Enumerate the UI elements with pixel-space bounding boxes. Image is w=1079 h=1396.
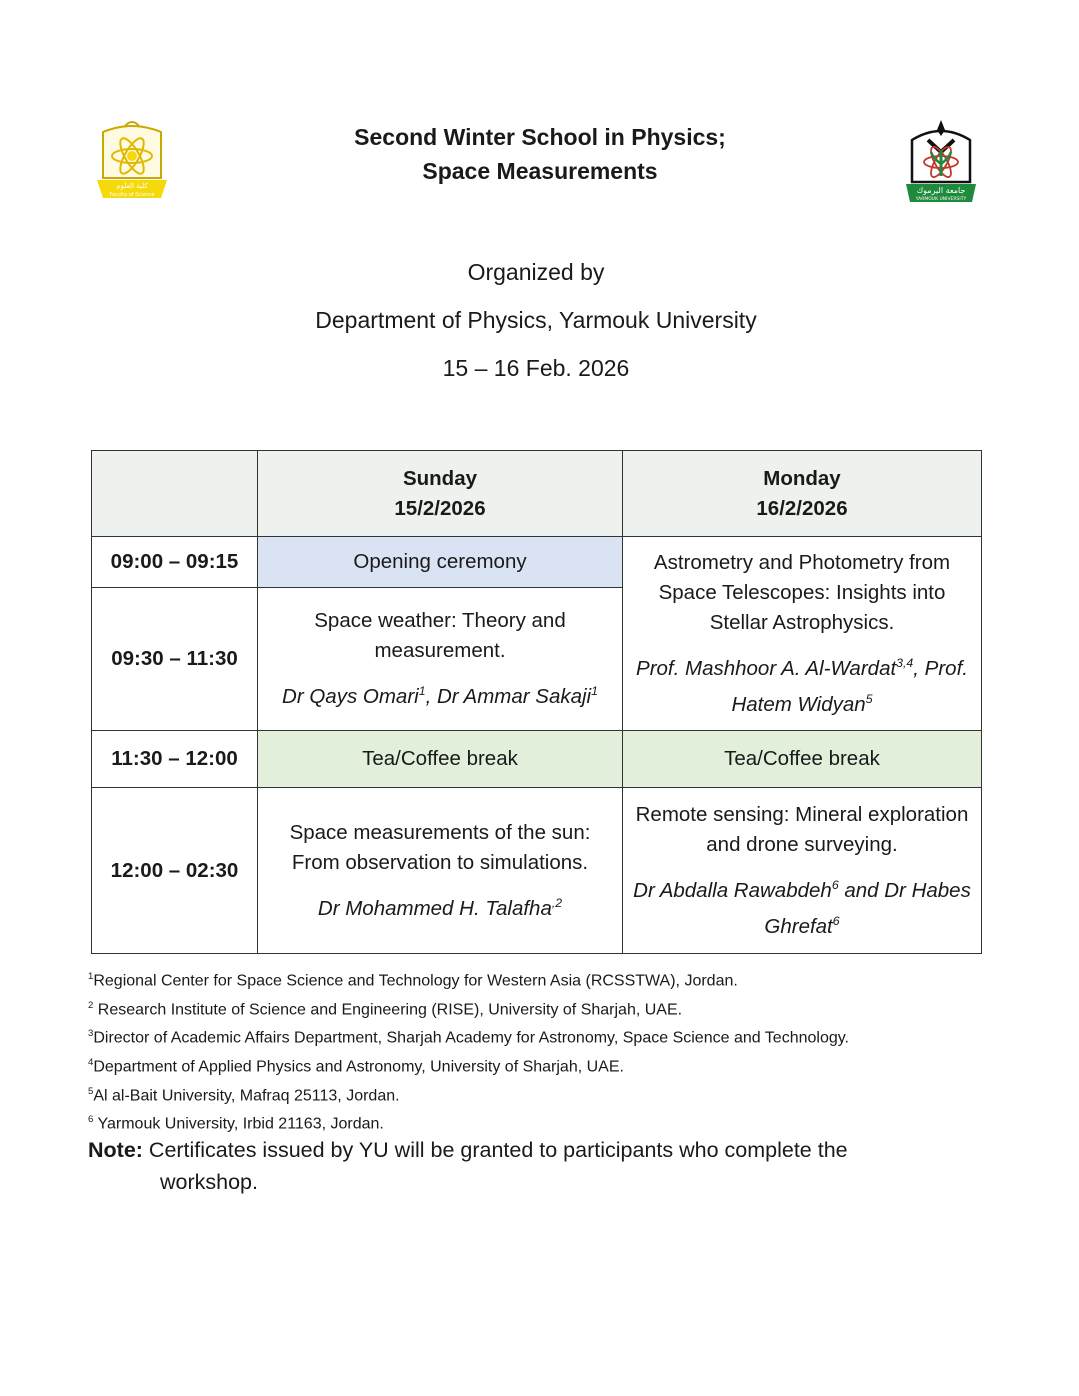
footnote: $^1$Regional Center for Space Science and Technology for Western Asia (RCSSTWA), Jordan. bbox=[88, 971, 738, 990]
time-cell: 09:30 – 11:30 bbox=[92, 588, 258, 731]
sunday-date: 15/2/2026 bbox=[394, 496, 486, 520]
note-text: Certificates issued by YU will be granted to participants who complete the bbox=[142, 1138, 848, 1162]
session-speakers: Dr Qays Omari$^1$, Dr Ammar Sakaji$^1$ bbox=[282, 684, 598, 708]
note-label: Note: bbox=[88, 1138, 143, 1162]
monday-session-1 bbox=[623, 537, 982, 731]
footnotes bbox=[88, 965, 988, 1137]
session-speakers: Dr Abdalla Rawabdeh$^6$ and Dr Habes Ghrefat$^6$ bbox=[633, 877, 971, 938]
organized-by-label: Organized by bbox=[467, 259, 605, 285]
sunday-session-2 bbox=[258, 788, 623, 954]
footnote: $^4$Department of Applied Physics and Astronomy, University of Sharjah, UAE. bbox=[88, 1056, 624, 1076]
sunday-break-cell: Tea/Coffee break bbox=[258, 731, 623, 788]
session-speakers: Dr Mohammed H. Talafha$^{,2}$ bbox=[317, 895, 563, 920]
session-title: Remote sensing: Mineral exploration and drone surveying. bbox=[635, 802, 969, 856]
yarmouk-university-logo bbox=[904, 118, 978, 204]
footnote: $^5$Al al-Bait University, Mafraq 25113, Jordan. bbox=[88, 1085, 400, 1104]
logo-left-text: كلية العلوم bbox=[116, 182, 148, 190]
organizer-block bbox=[140, 248, 932, 392]
time-cell: 11:30 – 12:00 bbox=[92, 731, 258, 788]
event-title-line1: Second Winter School in Physics; bbox=[354, 124, 726, 150]
table-row bbox=[92, 537, 982, 588]
sunday-name: Sunday bbox=[402, 466, 478, 490]
opening-ceremony-cell: Opening ceremony bbox=[258, 537, 623, 588]
time-cell: 09:00 – 09:15 bbox=[92, 537, 258, 588]
session-title: Astrometry and Photometry from Space Telescopes: Insights into Stellar Astrophysics. bbox=[653, 550, 951, 634]
footnote: $^6$ Yarmouk University, Irbid 21163, Jordan. bbox=[88, 1114, 384, 1133]
header-empty-cell bbox=[92, 451, 258, 537]
logo-right-caption: YARMOUK UNIVERSITY bbox=[915, 197, 967, 202]
monday-date: 16/2/2026 bbox=[756, 496, 848, 520]
event-title-line2: Space Measurements bbox=[422, 158, 658, 184]
session-title: Space measurements of the sun: From observation to simulations. bbox=[289, 820, 591, 874]
monday-name: Monday bbox=[763, 466, 841, 490]
header-monday bbox=[623, 451, 982, 537]
sunday-session-1 bbox=[258, 588, 623, 731]
table-header-row bbox=[92, 451, 982, 537]
event-title bbox=[240, 120, 840, 188]
faculty-of-science-logo bbox=[95, 118, 169, 202]
certificate-note bbox=[88, 1134, 968, 1198]
schedule-table bbox=[91, 450, 982, 954]
header-sunday bbox=[258, 451, 623, 537]
logo-left-caption: Faculty of Science bbox=[109, 192, 155, 198]
monday-break-cell: Tea/Coffee break bbox=[623, 731, 982, 788]
department-name: Department of Physics, Yarmouk University bbox=[315, 307, 757, 333]
time-cell: 12:00 – 02:30 bbox=[92, 788, 258, 954]
footnote: $^2$ Research Institute of Science and Engineering (RISE), University of Sharjah, UAE. bbox=[88, 999, 683, 1018]
footnote: $^3$Director of Academic Affairs Department, Sharjah Academy for Astronomy, Space Science and Technology. bbox=[88, 1028, 849, 1047]
table-row bbox=[92, 788, 982, 954]
event-dates: 15 – 16 Feb. 2026 bbox=[442, 355, 630, 381]
session-title: Space weather: Theory and measurement. bbox=[314, 609, 566, 663]
monday-session-2 bbox=[623, 788, 982, 954]
session-speakers: Prof. Mashhoor A. Al-Wardat$^{3,4}$, Prof. Hatem Widyan$^5$ bbox=[636, 655, 968, 716]
logo-right-text: جامعة اليرموك bbox=[916, 186, 966, 195]
note-text-continued: workshop. bbox=[160, 1170, 258, 1194]
table-row bbox=[92, 731, 982, 788]
